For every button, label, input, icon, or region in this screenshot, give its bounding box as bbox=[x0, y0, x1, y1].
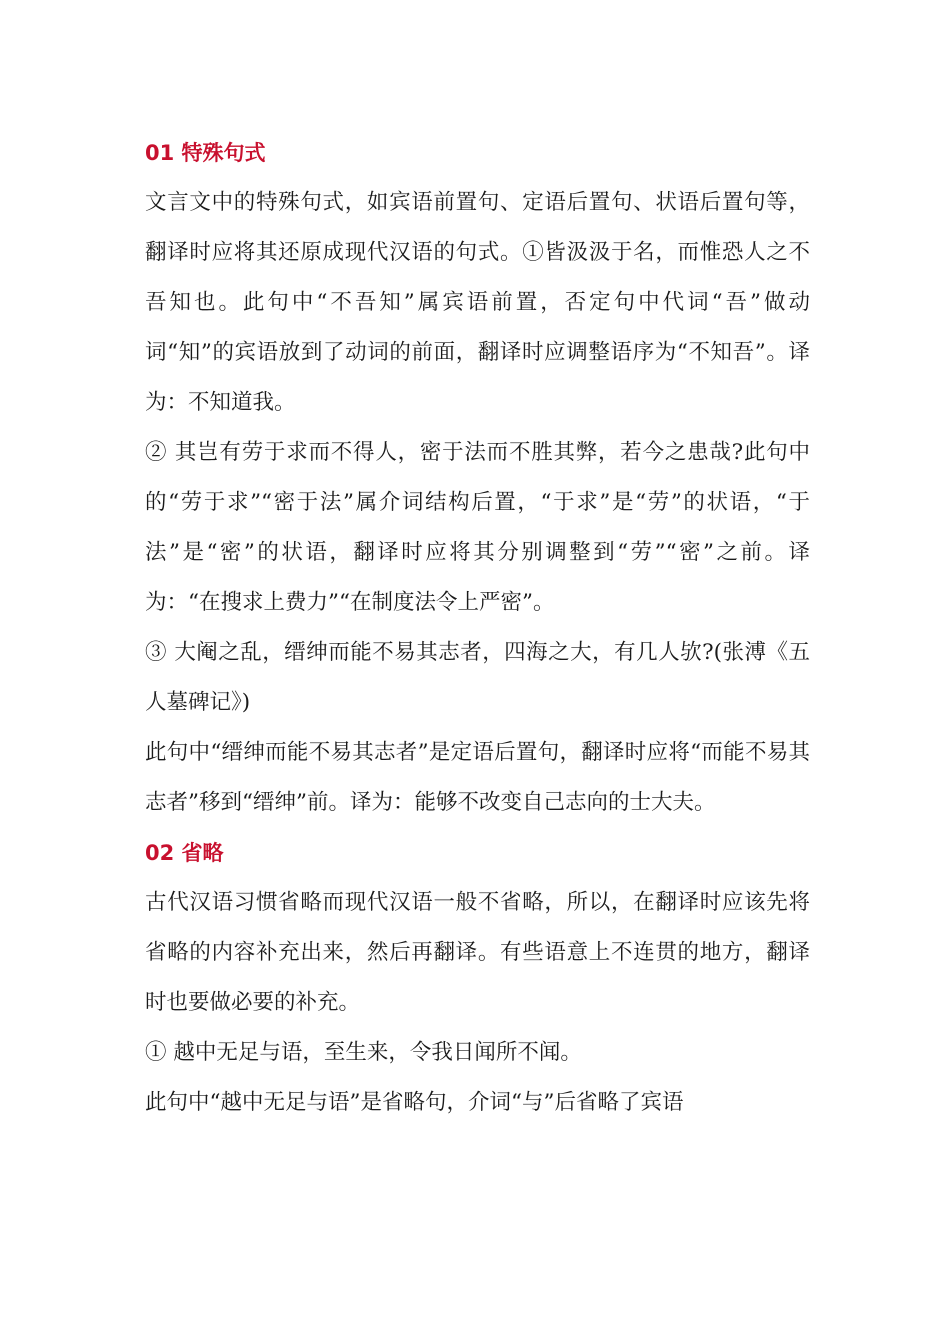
section-heading: 01 特殊句式 bbox=[145, 141, 266, 165]
paragraph: ② 其岂有劳于求而不得人，密于法而不胜其弊，若今之患哉?此句中的“劳于求”“密于法”属介词结构后置，“于求”是“劳”的状语，“于法”是“密”的状语，翻译时应将其分别调整到“劳”“密”之前。译为：“在搜求上费力”“在制度法令上严密”。 bbox=[145, 440, 810, 615]
section-ellipsis bbox=[145, 828, 810, 1128]
document-body bbox=[145, 128, 810, 1128]
paragraph: ③ 大阉之乱，缙绅而能不易其志者，四海之大，有几人欤?(张溥《五人墓碑记》) bbox=[145, 640, 810, 715]
paragraph: 文言文中的特殊句式，如宾语前置句、定语后置句、状语后置句等，翻译时应将其还原成现代汉语的句式。①皆汲汲于名，而惟恐人之不吾知也。此句中“不吾知”属宾语前置，否定句中代词“吾”做动词“知”的宾语放到了动词的前面，翻译时应调整语序为“不知吾”。译为：不知道我。 bbox=[145, 190, 810, 415]
section-heading: 02 省略 bbox=[145, 841, 224, 865]
paragraph: 此句中“缙绅而能不易其志者”是定语后置句，翻译时应将“而能不易其志者”移到“缙绅”前。译为：能够不改变自己志向的士大夫。 bbox=[145, 740, 810, 815]
paragraph: ① 越中无足与语，至生来，令我日闻所不闻。 bbox=[145, 1040, 582, 1065]
paragraph: 古代汉语习惯省略而现代汉语一般不省略，所以，在翻译时应该先将省略的内容补充出来，然后再翻译。有些语意上不连贯的地方，翻译时也要做必要的补充。 bbox=[145, 890, 810, 1015]
section-special-sentence-patterns bbox=[145, 128, 810, 828]
paragraph: 此句中“越中无足与语”是省略句，介词“与”后省略了宾语 bbox=[145, 1090, 684, 1115]
